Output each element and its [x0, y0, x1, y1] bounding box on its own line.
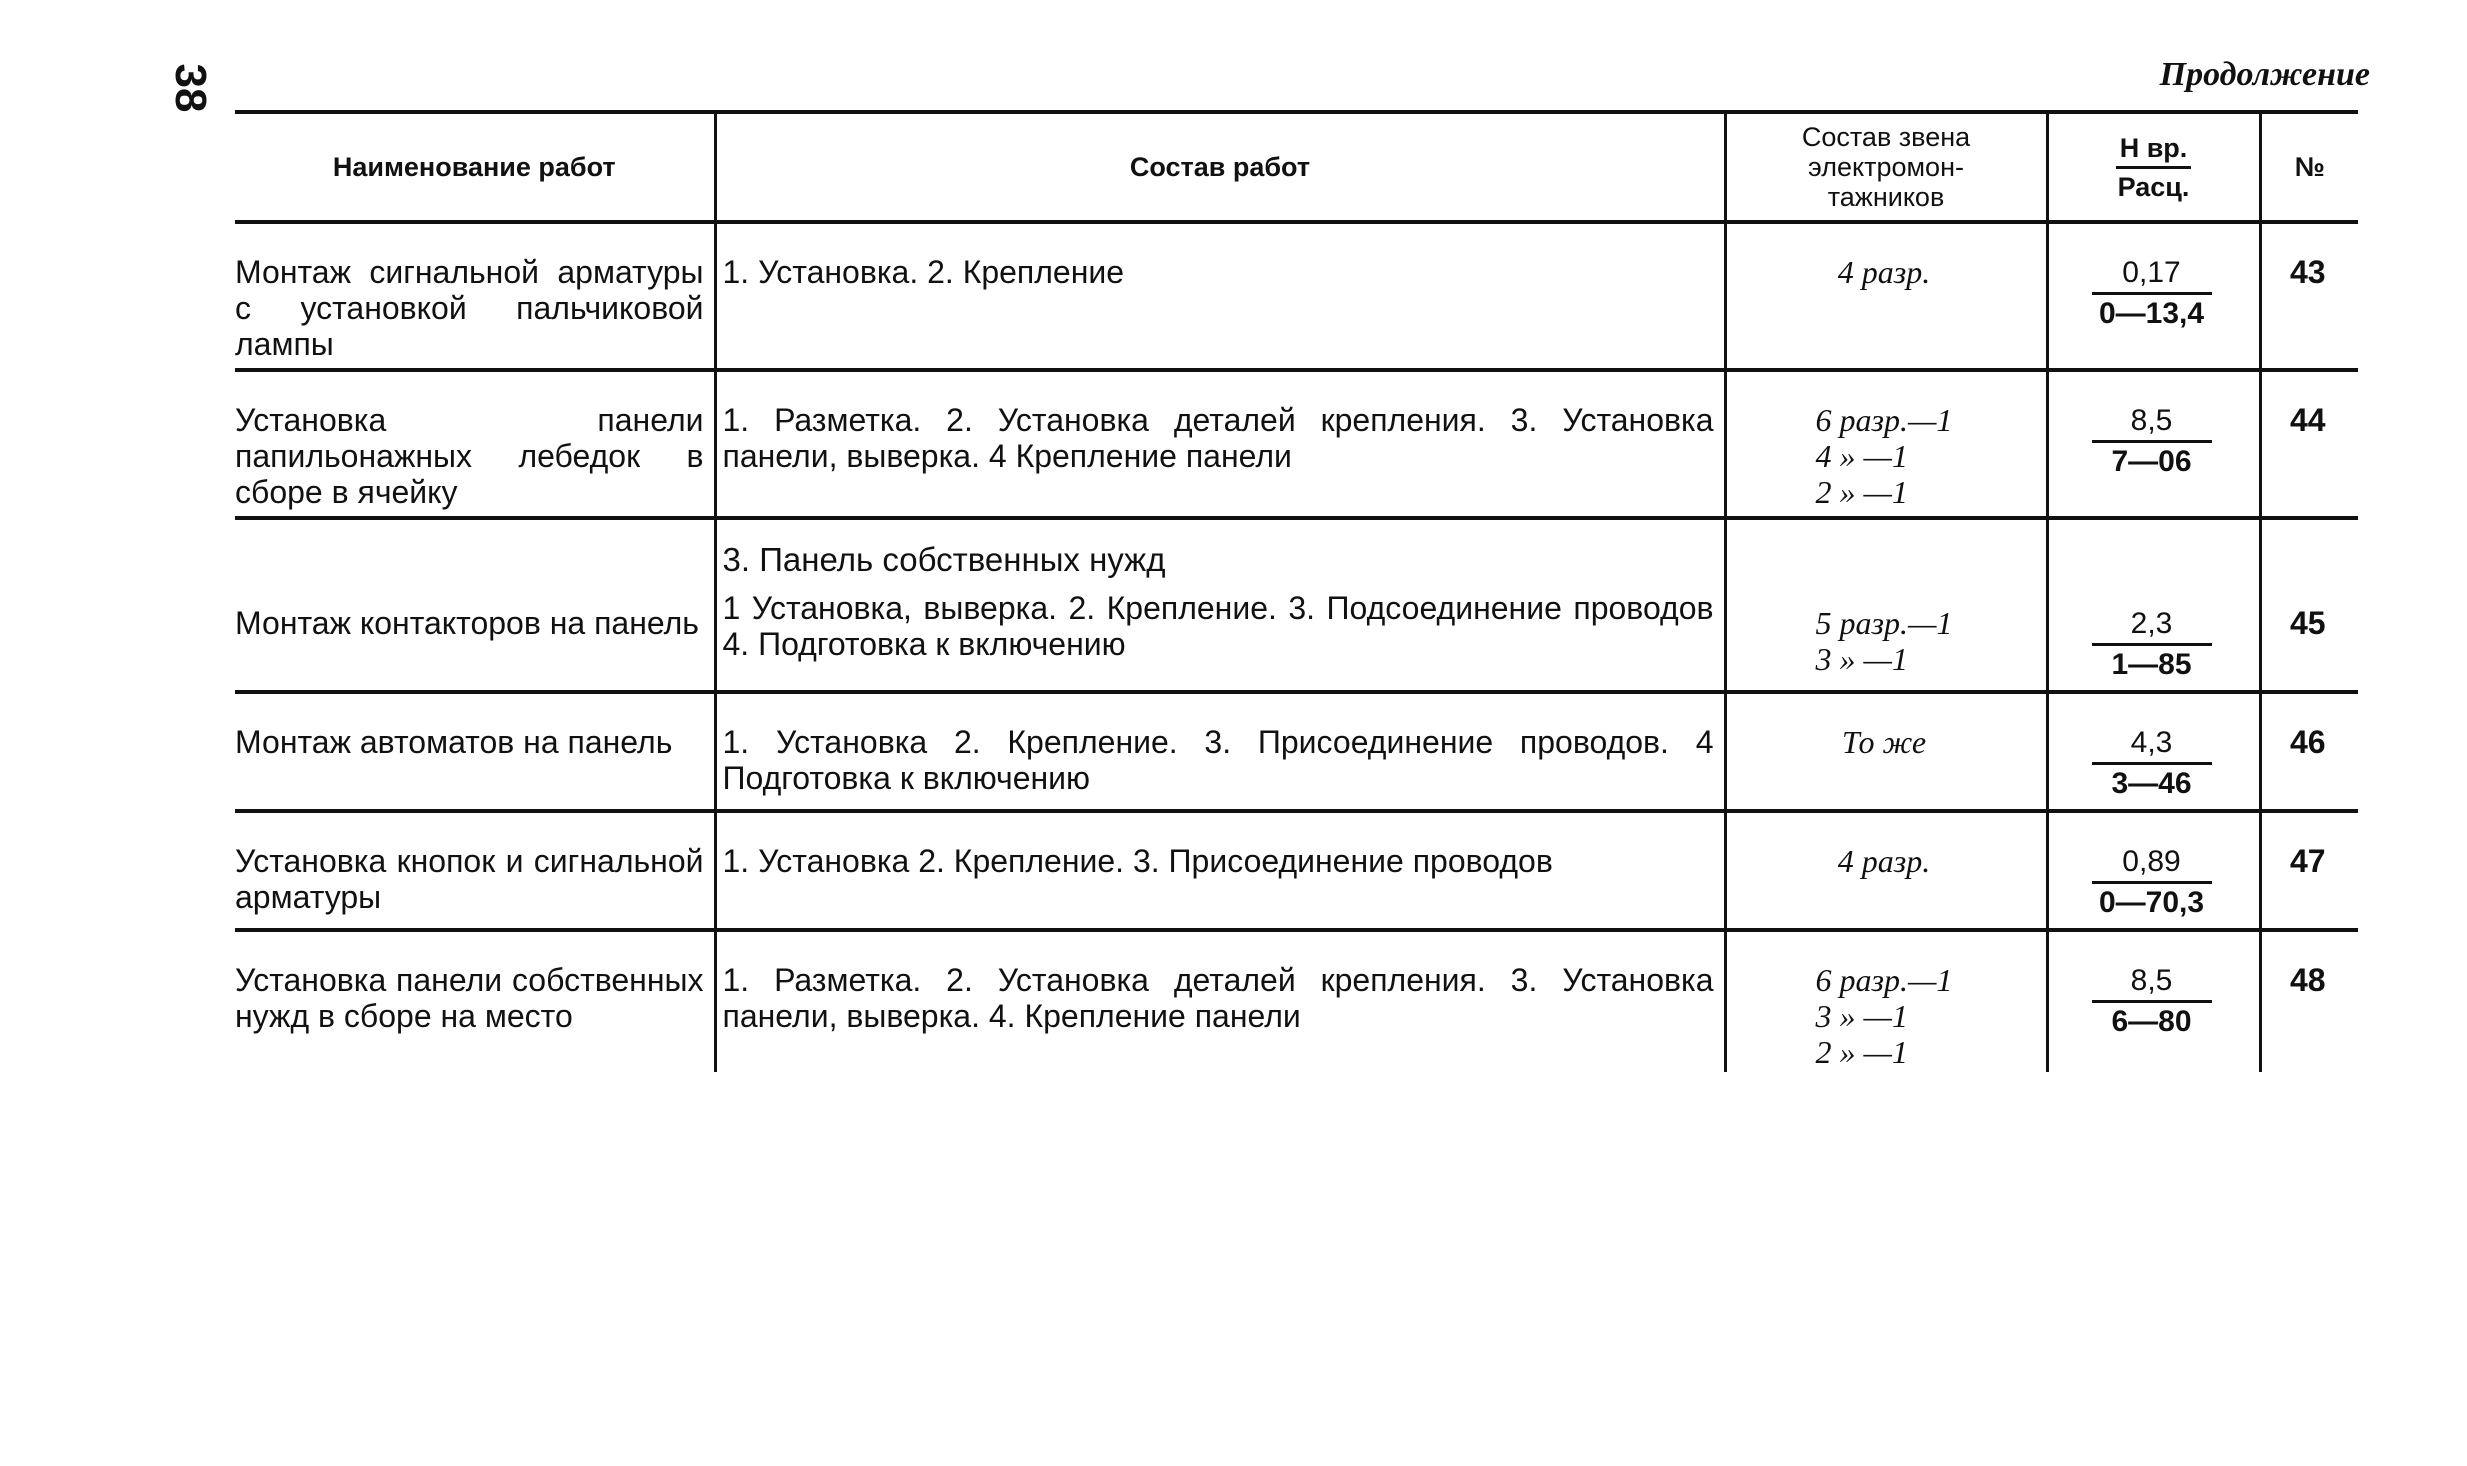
norm-fraction — [2092, 254, 2212, 333]
rate-value: 3—46 — [2111, 767, 2192, 800]
norm-fraction — [2092, 402, 2212, 481]
norm-cell — [2047, 811, 2260, 930]
norm-fraction — [2092, 843, 2212, 922]
crew-line: 3 » —1 — [1815, 641, 1908, 677]
crew-cell — [1725, 370, 2047, 518]
norm-cell — [2047, 930, 2260, 1072]
crew-line: 3 » —1 — [1815, 998, 1908, 1034]
crew-cell — [1725, 930, 2047, 1072]
crew-cell — [1725, 518, 2047, 692]
work-name-cell: Монтаж контакторов на панель — [235, 605, 699, 641]
table-row — [235, 692, 2358, 811]
work-composition-cell: 1. Установка 2. Крепление. 3. Присоединение проводов — [715, 811, 1725, 930]
header-crew-line: тажников — [1827, 182, 1945, 212]
crew-cell — [1725, 222, 2047, 370]
table-row — [235, 811, 2358, 930]
work-composition-text: 1 Установка, выверка. 2. Крепление. 3. Подсоединение проводов 4. Подготовка к включению — [722, 590, 1714, 662]
header-norm — [2047, 112, 2260, 222]
crew-line: 4 разр. — [1837, 843, 1931, 879]
work-name-cell: Установка панели папильонажных лебедок в сборе в ячейку — [235, 402, 704, 510]
work-composition-cell: 1. Установка. 2. Крепление — [715, 222, 1725, 370]
header-row — [235, 112, 2358, 222]
norm-cell — [2047, 692, 2260, 811]
row-number: 46 — [2260, 692, 2358, 811]
row-number: 44 — [2260, 370, 2358, 518]
norm-cell — [2047, 222, 2260, 370]
work-name-cell: Установка кнопок и сигнальной арматуры — [235, 843, 704, 915]
norm-cell — [2047, 370, 2260, 518]
work-name-cell: Монтаж автоматов на панель — [235, 724, 673, 760]
crew-line: 2 » —1 — [1815, 474, 1908, 510]
work-name-cell: Монтаж сигнальной арматуры с установкой пальчиковой лампы — [235, 254, 704, 362]
header-crew — [1725, 112, 2047, 222]
row-number: 47 — [2260, 811, 2358, 930]
work-name-cell: Установка панели собственных нужд в сборе на место — [235, 962, 704, 1034]
crew-line: 6 разр.—1 — [1815, 402, 1953, 438]
norm-time-value: 8,5 — [2092, 962, 2212, 1003]
header-work-name: Наименование работ — [332, 151, 616, 182]
row-number: 43 — [2260, 222, 2358, 370]
norm-cell — [2047, 518, 2260, 692]
rate-value: 7—06 — [2111, 445, 2192, 478]
table-header — [235, 112, 2358, 222]
section-title: 3. Панель собственных нужд — [722, 541, 1166, 578]
continuation-label: Продолжение — [2159, 56, 2370, 93]
norm-fraction — [2092, 605, 2212, 684]
header-crew-line: Состав звена — [1801, 122, 1971, 152]
crew-line: 5 разр.—1 — [1815, 605, 1953, 641]
work-composition-cell: 1. Установка 2. Крепление. 3. Присоединение проводов. 4 Подготовка к включению — [715, 692, 1725, 811]
crew-line: То же — [1841, 724, 1927, 760]
crew-cell — [1725, 692, 2047, 811]
work-composition-cell: 1. Разметка. 2. Установка деталей крепления. 3. Установка панели, выверка. 4. Крепление панели — [715, 930, 1725, 1072]
norm-time-value: 2,3 — [2092, 605, 2212, 646]
header-work-composition: Состав работ — [715, 112, 1725, 222]
rate-value: 0—13,4 — [2098, 297, 2205, 330]
norms-table — [235, 110, 2358, 1072]
table-row — [235, 222, 2358, 370]
rate-value: 1—85 — [2111, 648, 2192, 681]
crew-line: 4 разр. — [1837, 254, 1931, 290]
header-norm-time: Н вр. — [2116, 130, 2192, 169]
row-number: 45 — [2260, 518, 2358, 692]
rate-value: 0—70,3 — [2098, 886, 2205, 919]
header-number: № — [2260, 112, 2358, 222]
rate-value: 6—80 — [2111, 1005, 2192, 1038]
norm-time-value: 4,3 — [2092, 724, 2212, 765]
norm-time-value: 0,89 — [2092, 843, 2212, 884]
table-row — [235, 930, 2358, 1072]
header-norm-fraction — [2116, 130, 2192, 205]
norm-fraction — [2092, 962, 2212, 1041]
work-composition-cell — [715, 518, 1725, 692]
work-composition-cell: 1. Разметка. 2. Установка деталей крепления. 3. Установка панели, выверка. 4 Крепление панели — [715, 370, 1725, 518]
page-number: 38 — [166, 63, 215, 113]
crew-line: 6 разр.—1 — [1815, 962, 1953, 998]
norm-time-value: 0,17 — [2092, 254, 2212, 295]
table-row — [235, 518, 2358, 692]
crew-line: 2 » —1 — [1815, 1034, 1908, 1070]
crew-line: 4 » —1 — [1815, 438, 1908, 474]
norm-fraction — [2092, 724, 2212, 803]
header-rate: Расц. — [2117, 171, 2190, 202]
row-number: 48 — [2260, 930, 2358, 1072]
crew-cell — [1725, 811, 2047, 930]
table-row — [235, 370, 2358, 518]
header-crew-line: электромон- — [1808, 152, 1964, 182]
norm-time-value: 8,5 — [2092, 402, 2212, 443]
